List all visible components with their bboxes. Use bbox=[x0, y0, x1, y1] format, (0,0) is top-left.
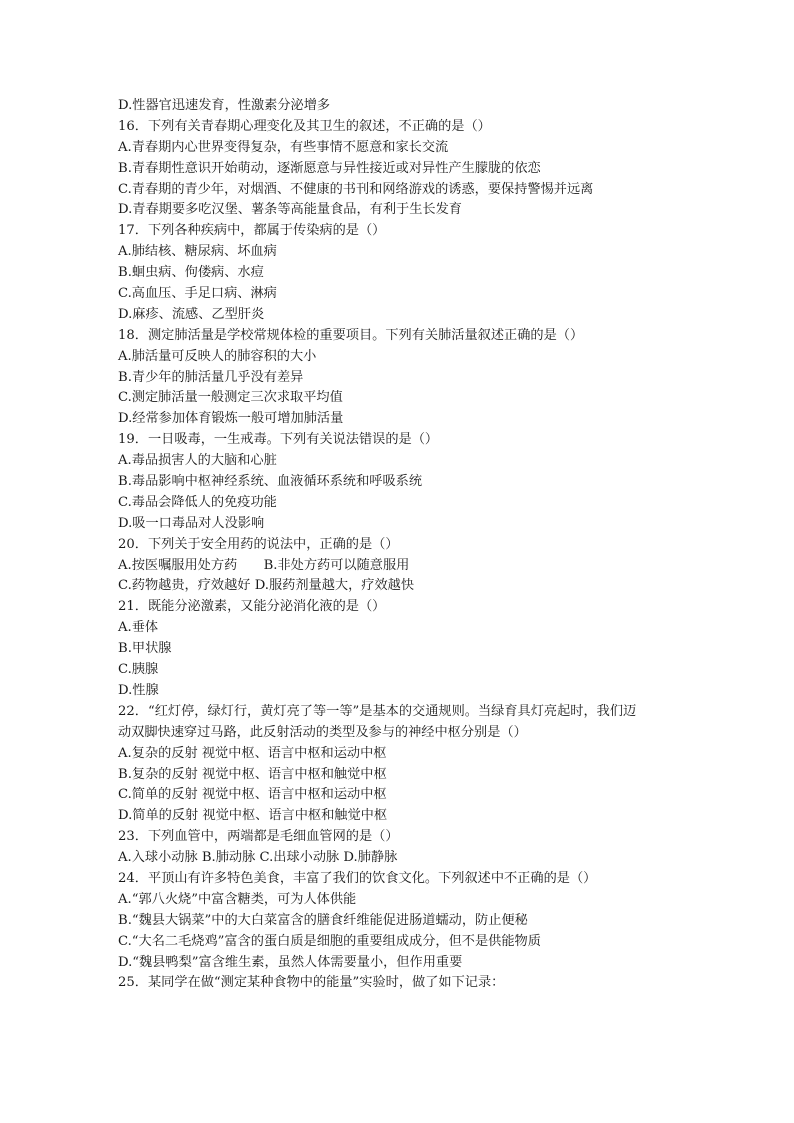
option-24-c: C.“大名二毛烧鸡”富含的蛋白质是细胞的重要组成成分，但不是供能物质 bbox=[118, 933, 541, 949]
question-25: 25．某同学在做“测定某种食物中的能量”实验时，做了如下记录： bbox=[118, 975, 505, 991]
option-24-a: A.“郭八火烧”中富含糖类，可为人体供能 bbox=[118, 891, 357, 907]
option-22-a: A.复杂的反射 视觉中枢、语言中枢和运动中枢 bbox=[118, 745, 387, 761]
option-17-c: C.高血压、手足口病、淋病 bbox=[118, 286, 277, 302]
option-21-d: D.性腺 bbox=[118, 682, 159, 698]
question-17: 17．下列各种疾病中，都属于传染病的是（） bbox=[118, 223, 386, 239]
option-15-d: D.性器官迅速发育，性激素分泌增多 bbox=[118, 98, 331, 113]
option-24-d: D.“魏县鸭梨”富含维生素，虽然人体需要量小，但作用重要 bbox=[118, 954, 463, 970]
option-16-b: B.青春期性意识开始萌动，逐渐愿意与异性接近或对异性产生朦胧的依恋 bbox=[118, 160, 541, 176]
question-22-line-1: 22．“红灯停，绿灯行，黄灯亮了等一等”是基本的交通规则。当绿育具灯亮起时，我们迈 bbox=[118, 703, 637, 719]
options-23: A.入球小动脉 B.肺动脉 C.出球小动脉 D.肺静脉 bbox=[118, 850, 398, 866]
option-17-a: A.肺结核、糖尿病、坏血病 bbox=[118, 244, 277, 260]
option-16-d: D.青春期要多吃汉堡、薯条等高能量食品，有利于生长发育 bbox=[118, 202, 462, 218]
option-22-c: C.简单的反射 视觉中枢、语言中枢和运动中枢 bbox=[118, 787, 387, 803]
options-20-cd: C.药物越贵，疗效越好 D.服药剂量越大，疗效越快 bbox=[118, 578, 415, 594]
question-22-line-2: 动双脚快速穿过马路，此反射活动的类型及参与的神经中枢分别是（） bbox=[118, 724, 527, 740]
option-18-a: A.肺活量可反映人的肺容积的大小 bbox=[118, 348, 317, 364]
question-24: 24．平顶山有许多特色美食，丰富了我们的饮食文化。下列叙述中不正确的是（） bbox=[118, 870, 597, 886]
option-16-c: C.青春期的青少年，对烟酒、不健康的书刊和网络游戏的诱惑，要保持警惕并远离 bbox=[118, 181, 594, 197]
option-24-b: B.“魏县大锅菜”中的大白菜富含的膳食纤维能促进肠道蠕动，防止便秘 bbox=[118, 912, 528, 928]
option-17-b: B.蛔虫病、佝偻病、水痘 bbox=[118, 265, 264, 281]
question-20: 20．下列关于安全用药的说法中，正确的是（） bbox=[118, 536, 399, 552]
option-18-b: B.青少年的肺活量几乎没有差异 bbox=[118, 369, 304, 385]
question-23: 23．下列血管中，两端都是毛细血管网的是（） bbox=[118, 829, 399, 845]
option-22-b: B.复杂的反射 视觉中枢、语言中枢和触觉中枢 bbox=[118, 766, 387, 782]
option-19-d: D.吸一口毒品对人没影响 bbox=[118, 515, 265, 531]
question-16: 16．下列有关青春期心理变化及其卫生的叙述，不正确的是（） bbox=[118, 118, 491, 134]
option-17-d: D.麻疹、流感、乙型肝炎 bbox=[118, 306, 265, 322]
option-19-c: C.毒品会降低人的免疫功能 bbox=[118, 494, 277, 510]
option-21-c: C.胰腺 bbox=[118, 662, 159, 678]
option-18-c: C.测定肺活量一般测定三次求取平均值 bbox=[118, 390, 343, 406]
option-18-d: D.经常参加体育锻炼一般可增加肺活量 bbox=[118, 411, 344, 427]
option-21-a: A.垂体 bbox=[118, 620, 159, 636]
option-21-b: B.甲状腺 bbox=[118, 641, 172, 657]
document-page bbox=[118, 96, 688, 994]
option-16-a: A.青春期内心世界变得复杂，有些事情不愿意和家长交流 bbox=[118, 139, 449, 155]
question-18: 18．测定肺活量是学校常规体检的重要项目。下列有关肺活量叙述正确的是（） bbox=[118, 327, 584, 343]
question-19: 19．一日吸毒，一生戒毒。下列有关说法错误的是（） bbox=[118, 432, 439, 448]
options-20-ab: A.按医嘱服用处方药 B.非处方药可以随意服用 bbox=[118, 557, 410, 573]
option-19-a: A.毒品损害人的大脑和心脏 bbox=[118, 453, 277, 469]
option-22-d: D.简单的反射 视觉中枢、语言中枢和触觉中枢 bbox=[118, 808, 388, 824]
question-21: 21．既能分泌激素，又能分泌消化液的是（） bbox=[118, 599, 386, 615]
option-19-b: B.毒品影响中枢神经系统、血液循环系统和呼吸系统 bbox=[118, 474, 423, 490]
